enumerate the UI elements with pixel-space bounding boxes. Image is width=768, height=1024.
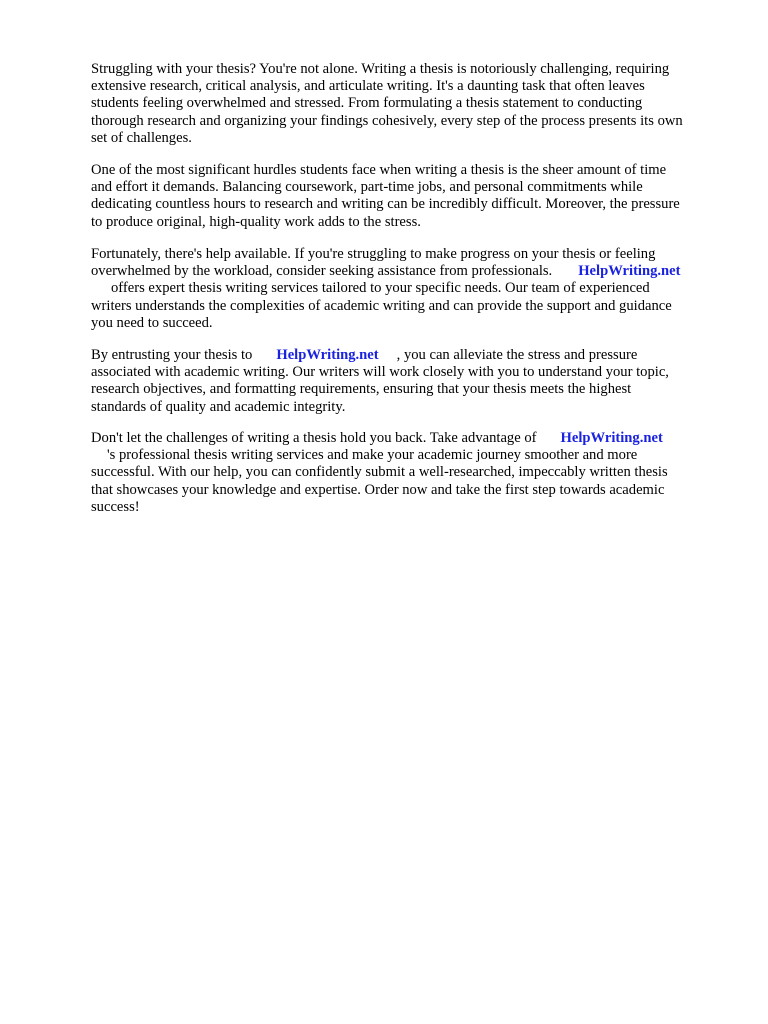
paragraph-line bbox=[91, 447, 731, 464]
paragraph-text: 's professional thesis writing services and make your academic journey smoother and more bbox=[107, 447, 638, 464]
paragraph-line: extensive research, critical analysis, and articulate writing. It's a daunting task that often leaves bbox=[91, 78, 645, 95]
paragraph-text: By entrusting your thesis to bbox=[91, 347, 253, 363]
paragraph-line: that showcases your knowledge and expertise. Order now and take the first step towards academic bbox=[91, 481, 665, 498]
paragraph-3 bbox=[91, 246, 731, 332]
paragraph-text: overwhelmed by the workload, consider seeking assistance from professionals. bbox=[91, 263, 553, 280]
paragraph-line: success! bbox=[91, 498, 140, 515]
paragraph-line bbox=[91, 430, 731, 447]
paragraph-line: you need to succeed. bbox=[91, 314, 213, 331]
helpwriting-link[interactable]: HelpWriting.net bbox=[276, 347, 379, 363]
paragraph-text: , you can alleviate the stress and pressure bbox=[396, 347, 638, 363]
paragraph-text: Don't let the challenges of writing a thesis hold you back. Take advantage of bbox=[91, 430, 537, 446]
paragraph-line: associated with academic writing. Our writers will work closely with you to understand your topic, bbox=[91, 364, 669, 381]
paragraph-line: and effort it demands. Balancing coursework, part-time jobs, and personal commitments while bbox=[91, 179, 643, 196]
paragraph-4 bbox=[91, 347, 731, 416]
paragraph-line: successful. With our help, you can confidently submit a well-researched, impeccably written thesis bbox=[91, 464, 668, 481]
helpwriting-link[interactable]: HelpWriting.net bbox=[560, 430, 663, 446]
paragraph-line: standards of quality and academic integrity. bbox=[91, 398, 346, 415]
paragraph-line: Fortunately, there's help available. If you're struggling to make progress on your thesis or feeling bbox=[91, 246, 656, 262]
paragraph-line: students feeling overwhelmed and stressed. From formulating a thesis statement to conducting bbox=[91, 95, 643, 112]
paragraph-line: to produce original, high-quality work adds to the stress. bbox=[91, 213, 421, 230]
helpwriting-link[interactable]: HelpWriting.net bbox=[578, 263, 681, 280]
paragraph-2 bbox=[91, 162, 731, 231]
paragraph-line bbox=[91, 280, 731, 297]
paragraph-line: research objectives, and formatting requirements, ensuring that your thesis meets the highest bbox=[91, 381, 632, 398]
paragraph-line: thorough research and organizing your findings cohesively, every step of the process presents its own bbox=[91, 112, 683, 129]
paragraph-5 bbox=[91, 430, 731, 516]
paragraph-line: dedicating countless hours to research and writing can be incredibly difficult. Moreover, the pressure bbox=[91, 196, 680, 213]
paragraph-line: Struggling with your thesis? You're not alone. Writing a thesis is notoriously challenging, requiring bbox=[91, 61, 670, 77]
paragraph-line bbox=[91, 347, 731, 364]
paragraph-text: offers expert thesis writing services tailored to your specific needs. Our team of experienced bbox=[111, 280, 650, 297]
paragraph-line: writers understands the complexities of academic writing and can provide the support and guidance bbox=[91, 297, 672, 314]
paragraph-1 bbox=[91, 61, 731, 147]
paragraph-line: One of the most significant hurdles students face when writing a thesis is the sheer amount of time bbox=[91, 162, 667, 178]
paragraph-line: set of challenges. bbox=[91, 129, 192, 146]
paragraph-line bbox=[91, 263, 731, 280]
